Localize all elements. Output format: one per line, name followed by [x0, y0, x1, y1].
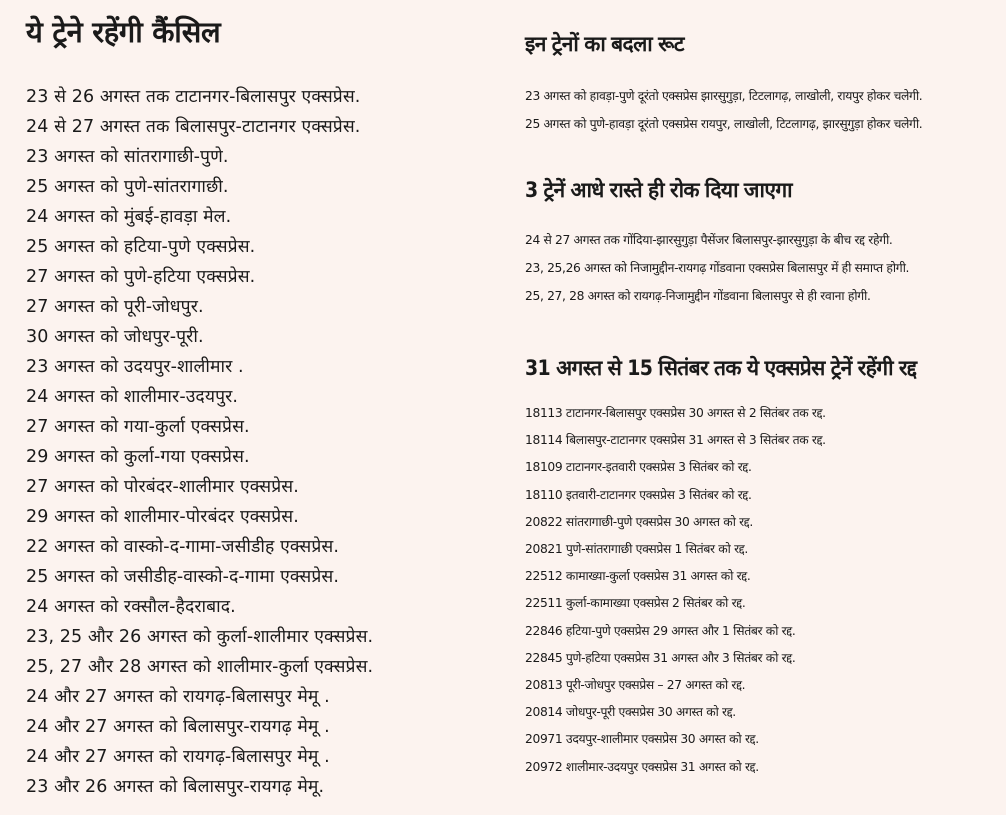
list-item: 25 अगस्त को पुणे-हावड़ा दूरंतो एक्सप्रेस रायपुर, लाखोली, टिटलागढ़, झारसुगुड़ा होकर चलेगी.	[525, 117, 923, 131]
list-item: 27 अगस्त को पूरी-जोधपुर.	[26, 297, 204, 317]
cancelled-trains-heading: ये ट्रेने रहेंगी कैंसिल	[26, 15, 221, 49]
list-item: 20972 शालीमार-उदयपुर एक्सप्रेस 31 अगस्त को रद्द.	[525, 759, 759, 774]
list-item: 27 अगस्त को गया-कुर्ला एक्सप्रेस.	[26, 417, 250, 437]
list-item: 24 और 27 अगस्त को बिलासपुर-रायगढ़ मेमू .	[26, 717, 330, 737]
list-item: 22512 कामाख्या-कुर्ला एक्सप्रेस 31 अगस्त को रद्द.	[525, 569, 751, 584]
list-item: 30 अगस्त को जोधपुर-पूरी.	[26, 327, 204, 347]
aug-sep-cancelled-heading: 31 अगस्त से 15 सितंबर तक ये एक्सप्रेस ट्रेनें रहेंगी रद्द	[525, 356, 917, 380]
route-changed-list	[525, 82, 995, 138]
list-item: 24 अगस्त को शालीमार-उदयपुर.	[26, 387, 239, 407]
list-item: 23 अगस्त को उदयपुर-शालीमार .	[26, 357, 244, 377]
short-terminated-section	[525, 168, 995, 310]
list-item: 24 और 27 अगस्त को रायगढ़-बिलासपुर मेमू .	[26, 687, 330, 707]
list-item: 29 अगस्त को शालीमार-पोरबंदर एक्सप्रेस.	[26, 507, 299, 527]
list-item: 22 अगस्त को वास्को-द-गामा-जसीडीह एक्सप्रेस.	[26, 537, 339, 557]
aug-sep-cancelled-list	[525, 400, 995, 781]
list-item: 23 से 26 अगस्त तक टाटानगर-बिलासपुर एक्सप्रेस.	[26, 87, 361, 107]
list-item: 23 और 26 अगस्त को बिलासपुर-रायगढ़ मेमू.	[26, 777, 325, 797]
list-item: 27 अगस्त को पोरबंदर-शालीमार एक्सप्रेस.	[26, 477, 299, 497]
short-terminated-list	[525, 226, 995, 310]
list-item: 23 अगस्त को हावड़ा-पुणे दूरंतो एक्सप्रेस झारसुगुड़ा, टिटलागढ़, लाखोली, रायपुर होकर चलेगी.	[525, 89, 923, 103]
list-item: 27 अगस्त को पुणे-हटिया एक्सप्रेस.	[26, 267, 256, 287]
list-item: 24 और 27 अगस्त को रायगढ़-बिलासपुर मेमू .	[26, 747, 330, 767]
route-changed-section	[525, 22, 995, 138]
list-item: 23, 25,26 अगस्त को निजामुद्दीन-रायगढ़ गोंडवाना एक्सप्रेस बिलासपुर में ही समाप्त होगी.	[525, 261, 910, 275]
short-terminated-heading: 3 ट्रेनें आधे रास्ते ही रोक दिया जाएगा	[525, 178, 792, 202]
list-item: 20813 पूरी-जोधपुर एक्सप्रेस – 27 अगस्त को रद्द.	[525, 678, 746, 693]
list-item: 18114 बिलासपुर-टाटानगर एक्सप्रेस 31 अगस्त से 3 सितंबर तक रद्द.	[525, 433, 826, 448]
list-item: 25, 27, 28 अगस्त को रायगढ़-निजामुद्दीन गोंडवाना बिलासपुर से ही रवाना होगी.	[525, 289, 871, 303]
list-item: 25 अगस्त को हटिया-पुणे एक्सप्रेस.	[26, 237, 256, 257]
list-item: 24 से 27 अगस्त तक बिलासपुर-टाटानगर एक्सप्रेस.	[26, 117, 361, 137]
route-changed-heading: इन ट्रेनों का बदला रूट	[525, 32, 684, 56]
list-item: 22511 कुर्ला-कामाख्या एक्सप्रेस 2 सितंबर को रद्द.	[525, 596, 746, 611]
list-item: 18113 टाटानगर-बिलासपुर एक्सप्रेस 30 अगस्त से 2 सितंबर तक रद्द.	[525, 406, 826, 420]
list-item: 24 अगस्त को रक्सौल-हैदराबाद.	[26, 597, 236, 617]
list-item: 20971 उदयपुर-शालीमार एक्सप्रेस 30 अगस्त को रद्द.	[525, 732, 759, 747]
list-item: 18109 टाटानगर-इतवारी एक्सप्रेस 3 सितंबर को रद्द.	[525, 460, 752, 475]
list-item: 20821 पुणे-सांतरागाछी एक्सप्रेस 1 सितंबर को रद्द.	[525, 542, 748, 557]
list-item: 20822 सांतरागाछी-पुणे एक्सप्रेस 30 अगस्त को रद्द.	[525, 514, 753, 529]
list-item: 24 से 27 अगस्त तक गोंदिया-झारसुगुड़ा पैसेंजर बिलासपुर-झारसुगुड़ा के बीच रद्द रहेगी.	[525, 233, 893, 247]
list-item: 22845 पुणे-हटिया एक्सप्रेस 31 अगस्त और 3 सितंबर को रद्द.	[525, 650, 796, 665]
list-item: 23 अगस्त को सांतरागाछी-पुणे.	[26, 147, 229, 167]
right-column	[525, 22, 995, 781]
list-item: 29 अगस्त को कुर्ला-गया एक्सप्रेस.	[26, 447, 250, 467]
aug-sep-cancelled-section	[525, 346, 995, 781]
cancelled-trains-list	[26, 82, 496, 802]
list-item: 25 अगस्त को जसीडीह-वास्को-द-गामा एक्सप्रेस.	[26, 567, 339, 587]
list-item: 24 अगस्त को मुंबई-हावड़ा मेल.	[26, 207, 232, 227]
cancelled-trains-section	[26, 10, 496, 802]
list-item: 25 अगस्त को पुणे-सांतरागाछी.	[26, 177, 229, 197]
list-item: 22846 हटिया-पुणे एक्सप्रेस 29 अगस्त और 1 सितंबर को रद्द.	[525, 623, 796, 638]
list-item: 18110 इतवारी-टाटानगर एक्सप्रेस 3 सितंबर को रद्द.	[525, 487, 752, 502]
list-item: 25, 27 और 28 अगस्त को शालीमार-कुर्ला एक्सप्रेस.	[26, 657, 374, 677]
list-item: 20814 जोधपुर-पूरी एक्सप्रेस 30 अगस्त को रद्द.	[525, 705, 736, 720]
list-item: 23, 25 और 26 अगस्त को कुर्ला-शालीमार एक्सप्रेस.	[26, 627, 374, 647]
